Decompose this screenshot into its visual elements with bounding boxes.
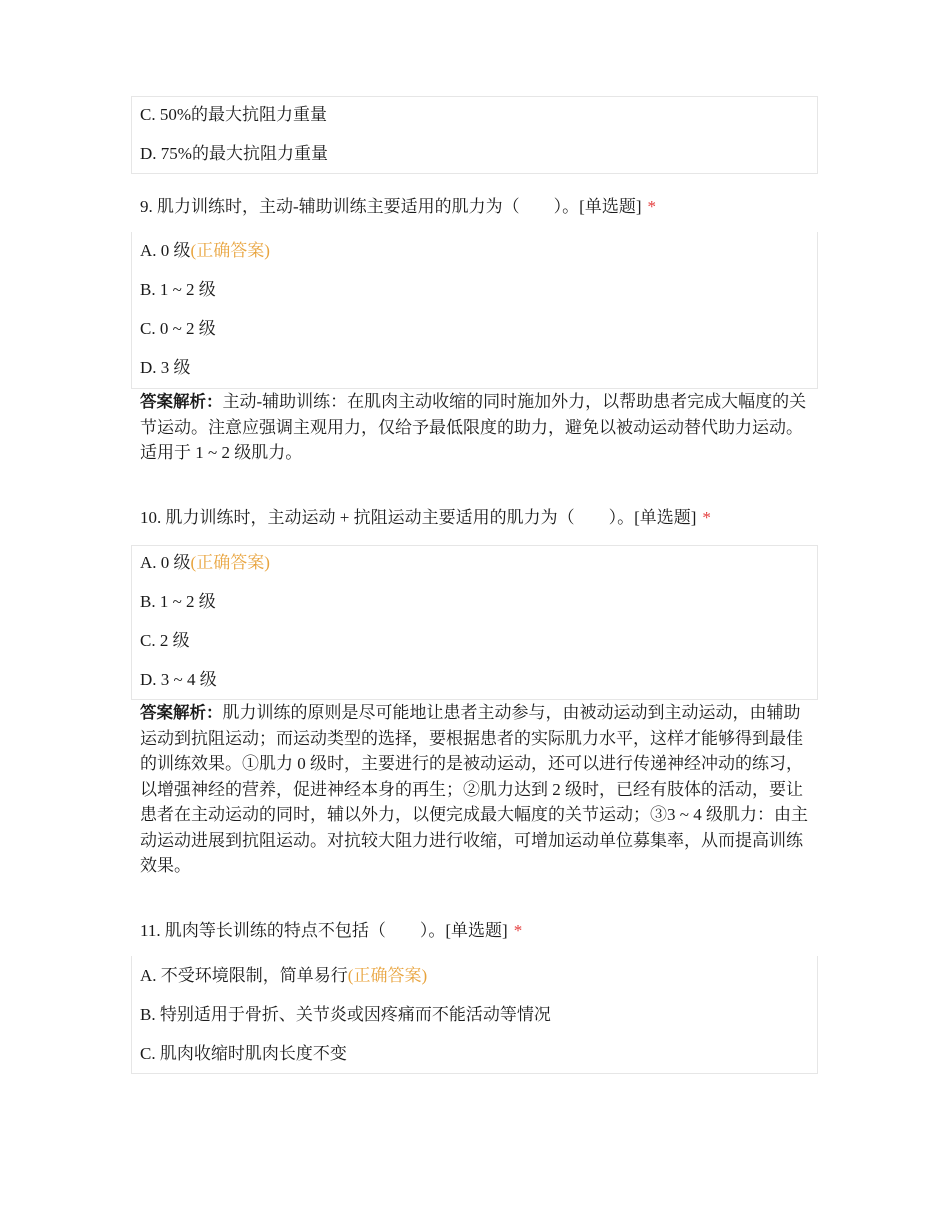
q9-analysis [140, 389, 812, 466]
q9-title [140, 195, 656, 219]
required-mark: * [513, 921, 523, 940]
q11-option-b-label: B. 特别适用于骨折、关节炎或因疼痛而不能活动等情况 [140, 1005, 551, 1024]
q10-option-b[interactable] [140, 590, 216, 614]
analysis-label: 答案解析： [140, 703, 223, 722]
q9-option-d[interactable] [140, 356, 191, 380]
q9-option-c-label: C. 0 ~ 2 级 [140, 319, 216, 338]
q11-option-b[interactable] [140, 1003, 551, 1027]
q8-option-d[interactable] [140, 142, 328, 166]
q8-option-c[interactable] [140, 103, 327, 127]
q9-analysis-text: 主动-辅助训练：在肌肉主动收缩的同时施加外力，以帮助患者完成大幅度的关节运动。注意应强调主观用力，仅给予最低限度的助力，避免以被动运动替代助力运动。适用于 1 ~ 2 级肌力。 [140, 392, 807, 462]
required-mark: * [702, 508, 711, 527]
correct-answer-tag: (正确答案) [347, 966, 428, 985]
q11-option-c[interactable] [140, 1042, 347, 1066]
q11-title [140, 919, 522, 943]
q11-option-a-label: A. 不受环境限制，简单易行 [140, 966, 348, 985]
q10-analysis-text: 肌力训练的原则是尽可能地让患者主动参与，由被动运动到主动运动，由辅助运动到抗阻运动；而运动类型的选择，要根据患者的实际肌力水平，这样才能够得到最佳的训练效果。①肌力 0 级时，主要进行的是被动运动，还可以进行传递神经冲动的练习，以增强神经的营养，促进神经本身的再生；②肌力达到 2 级时，已经有肢体的活动，要让患者在主动运动的同时，辅以外力，以便完成最大幅度的关节运动；③3 ~ 4 级肌力：由主动运动进展到抗阻运动。对抗较大阻力进行收缩，可增加运动单位募集率，从而提高训练效果。 [140, 703, 808, 875]
q11-option-a[interactable] [140, 964, 427, 988]
analysis-label: 答案解析： [140, 392, 223, 411]
q8-option-d-label: D. 75%的最大抗阻力重量 [140, 144, 328, 163]
q10-option-c[interactable] [140, 629, 190, 653]
q9-option-b-label: B. 1 ~ 2 级 [140, 280, 216, 299]
q10-title-text: 10. 肌力训练时，主动运动 + 抗阻运动主要适用的肌力为（ ）。[单选题] [140, 508, 697, 527]
q10-analysis [140, 700, 812, 879]
q10-option-a[interactable] [140, 551, 270, 575]
q10-title [140, 506, 711, 530]
q10-option-d-label: D. 3 ~ 4 级 [140, 670, 217, 689]
q9-title-text: 9. 肌力训练时，主动-辅助训练主要适用的肌力为（ ）。[单选题] [140, 197, 642, 216]
required-mark: * [647, 197, 656, 216]
q11-title-text: 11. 肌肉等长训练的特点不包括（ ）。[单选题] [140, 921, 508, 940]
q10-option-a-label: A. 0 级 [140, 553, 191, 572]
q9-option-b[interactable] [140, 278, 216, 302]
correct-answer-tag: (正确答案) [190, 553, 270, 572]
q11-option-c-label: C. 肌肉收缩时肌肉长度不变 [140, 1044, 347, 1063]
q9-option-a[interactable] [140, 239, 270, 263]
correct-answer-tag: (正确答案) [190, 241, 270, 260]
q9-option-a-label: A. 0 级 [140, 241, 191, 260]
q10-option-b-label: B. 1 ~ 2 级 [140, 592, 216, 611]
q9-option-c[interactable] [140, 317, 216, 341]
q9-option-d-label: D. 3 级 [140, 358, 191, 377]
q8-option-c-label: C. 50%的最大抗阻力重量 [140, 105, 327, 124]
q10-option-d[interactable] [140, 668, 217, 692]
q10-option-c-label: C. 2 级 [140, 631, 190, 650]
